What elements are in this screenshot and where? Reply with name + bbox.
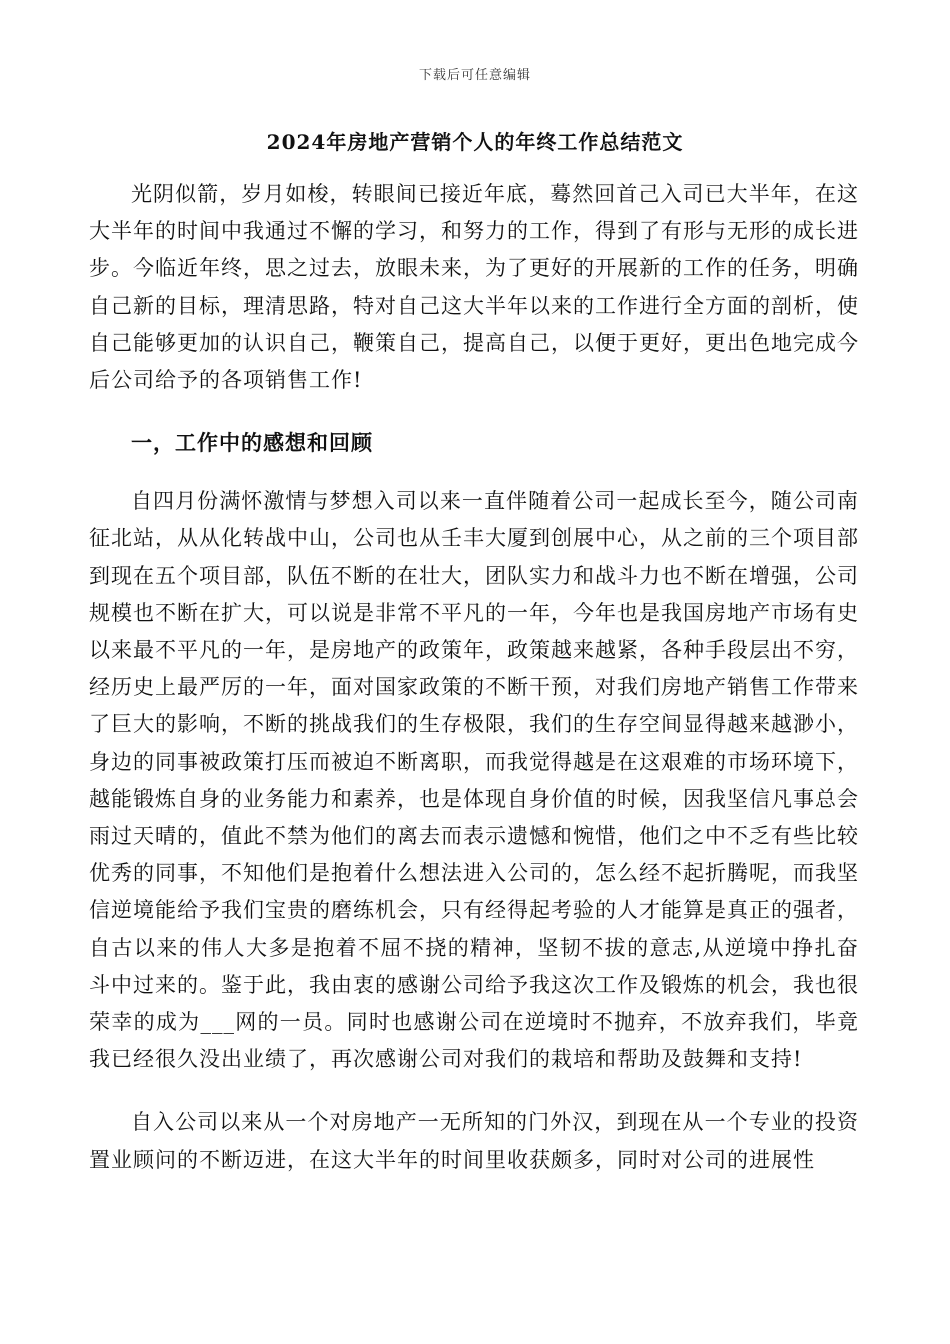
section-1-paragraph-2: 自入公司以来从一个对房地产一无所知的门外汉，到现在从一个专业的投资置业顾问的不断迈进，在这大半年的时间里收获颇多，同时对公司的进展性: [89, 1110, 859, 1172]
section-heading-1: 一，工作中的感想和回顾: [131, 430, 373, 456]
intro-paragraph: 光阴似箭，岁月如梭，转眼间已接近年底，蓦然回首己入司已大半年，在这大半年的时间中我通过不懈的学习，和努力的工作，得到了有形与无形的成长进步。今临近年终，思之过去，放眼未来，为了更好的开展新的工作的任务，明确自己新的目标，理清思路，特对自己这大半年以来的工作进行全方面的剖析，使自己能够更加的认识自己，鞭策自己，提高自己，以便于更好，更出色地完成今后公司给予的各项销售工作!: [89, 182, 859, 393]
download-note: 下载后可任意编辑: [418, 68, 531, 83]
document-title: 2024年房地产营销个人的年终工作总结范文: [266, 130, 684, 154]
document-body: [89, 176, 859, 1179]
section-1-paragraph-1: 自四月份满怀激情与梦想入司以来一直伴随着公司一起成长至今，随公司南征北站，从从化转战中山，公司也从壬丰大厦到创展中心，从之前的三个项目部到现在五个项目部，队伍不断的在壮大，团队实力和战斗力也不断在增强，公司规模也不断在扩大，可以说是非常不平凡的一年，今年也是我国房地产市场有史以来最不平凡的一年，是房地产的政策年，政策越来越紧，各种手段层出不穷，经历史上最严厉的一年，面对国家政策的不断干预，对我们房地产销售工作带来了巨大的影响，不断的挑战我们的生存极限，我们的生存空间显得越来越渺小，身边的同事被政策打压而被迫不断离职，而我觉得越是在这艰难的市场环境下，越能锻炼自身的业务能力和素养，也是体现自身价值的时候，因我坚信凡事总会雨过天晴的，值此不禁为他们的离去而表示遗憾和惋惜，他们之中不乏有些比较优秀的同事，不知他们是抱着什么想法进入公司的，怎么经不起折腾呢，而我坚信逆境能给予我们宝贵的磨练机会，只有经得起考验的人才能算是真正的强者，自古以来的伟人大多是抱着不屈不挠的精神，坚韧不拔的意志,从逆境中挣扎奋斗中过来的。鉴于此，我由衷的感谢公司给予我这次工作及锻炼的机会，我也很荣幸的成为___网的一员。同时也感谢公司在逆境时不抛弃，不放弃我们，毕竟我已经很久没出业绩了，再次感谢公司对我们的栽培和帮助及鼓舞和支持!: [89, 489, 859, 1072]
